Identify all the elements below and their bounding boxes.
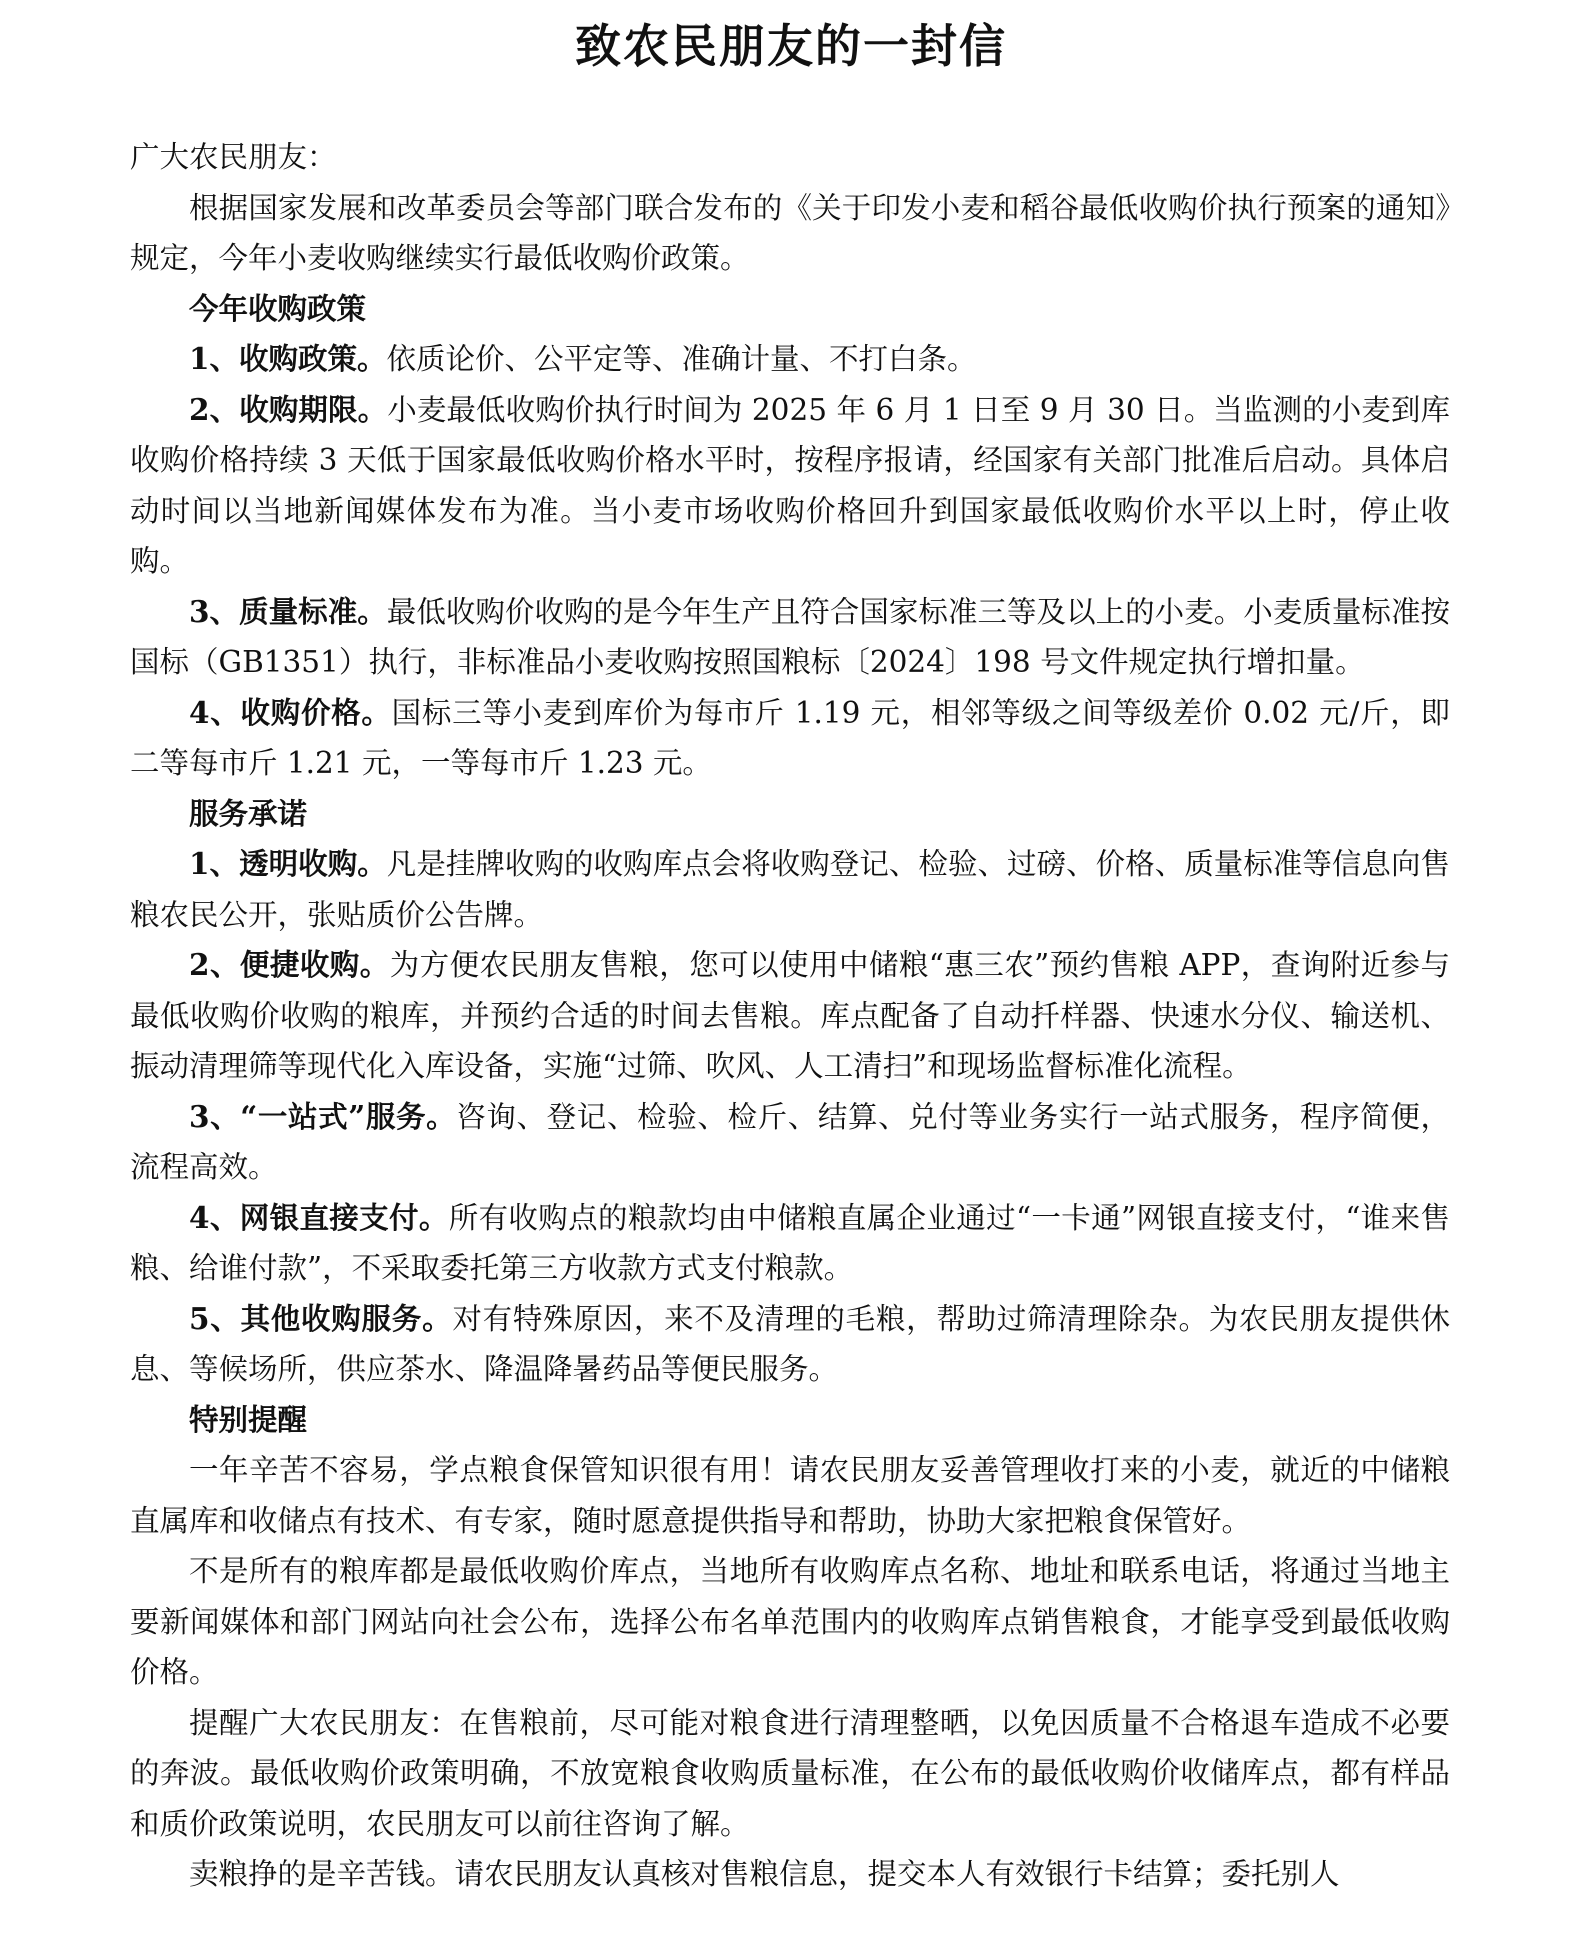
- policy-item-text: 依质论价、公平定等、准确计量、不打白条。: [386, 342, 977, 376]
- reminder-paragraph: 提醒广大农民朋友：在售粮前，尽可能对粮食进行清理整晒，以免因质量不合格退车造成不必要的奔波。最低收购价政策明确，不放宽粮食收购质量标准，在公布的最低收购价收储库点，都有样品和质价政策说明，农民朋友可以前往咨询了解。: [130, 1705, 1450, 1841]
- service-item: [130, 1294, 1450, 1395]
- service-item: [130, 1092, 1450, 1193]
- service-item-lead: 3、“一站式”服务。: [189, 1098, 457, 1134]
- policy-item: [130, 334, 1450, 385]
- policy-item-text: 小麦最低收购价执行时间为 2025 年 6 月 1 日至 9 月 30 日。当监测的小麦到库收购价格持续 3 天低于国家最低收购价格水平时，按程序报请，经国家有关部门批准后启动。具体启动时间以当地新闻媒体发布为准。当小麦市场收购价格回升到国家最低收购价水平以上时，停止收购。: [130, 392, 1450, 578]
- reminder-paragraph: 一年辛苦不容易，学点粮食保管知识很有用！请农民朋友妥善管理收打来的小麦，就近的中储粮直属库和收储点有技术、有专家，随时愿意提供指导和帮助，协助大家把粮食保管好。: [130, 1453, 1450, 1538]
- service-item-lead: 2、便捷收购。: [189, 947, 390, 982]
- service-item: [130, 1193, 1450, 1294]
- intro-paragraph: 根据国家发展和改革委员会等部门联合发布的《关于印发小麦和稻谷最低收购价执行预案的通知》规定，今年小麦收购继续实行最低收购价政策。: [130, 190, 1450, 275]
- policy-item-text: 最低收购价收购的是今年生产且符合国家标准三等及以上的小麦。小麦质量标准按国标（GB1351）执行，非标准品小麦收购按照国粮标〔2024〕198 号文件规定执行增扣量。: [130, 594, 1450, 679]
- policy-item-text: 国标三等小麦到库价为每市斤 1.19 元，相邻等级之间等级差价 0.02 元/斤，即二等每市斤 1.21 元，一等每市斤 1.23 元。: [130, 695, 1450, 780]
- salutation: 广大农民朋友：: [130, 140, 337, 174]
- service-item-text: 为方便农民朋友售粮，您可以使用中储粮“惠三农”预约售粮 APP，查询附近参与最低收购价收购的粮库，并预约合适的时间去售粮。库点配备了自动扦样器、快速水分仪、输送机、振动清理筛等现代化入库设备，实施“过筛、吹风、人工清扫”和现场监督标准化流程。: [130, 948, 1450, 1083]
- document-title: 致农民朋友的一封信: [575, 19, 1007, 73]
- policy-item-lead: 4、收购价格。: [189, 694, 392, 730]
- service-item: [130, 839, 1450, 940]
- policy-heading: 今年收购政策: [189, 291, 367, 326]
- policy-item: [130, 688, 1450, 789]
- policy-item: [130, 385, 1450, 587]
- letter-body: [130, 132, 1450, 1900]
- reminder-heading: 特别提醒: [189, 1402, 308, 1437]
- reminder-paragraph: 不是所有的粮库都是最低收购价库点，当地所有收购库点名称、地址和联系电话，将通过当地主要新闻媒体和部门网站向社会公布，选择公布名单范围内的收购库点销售粮食，才能享受到最低收购价格。: [130, 1554, 1450, 1689]
- service-item-lead: 1、透明收购。: [189, 846, 387, 881]
- service-item-text: 所有收购点的粮款均由中储粮直属企业通过“一卡通”网银直接支付，“谁来售粮、给谁付款”，不采取委托第三方收款方式支付粮款。: [130, 1200, 1450, 1285]
- policy-item: [130, 587, 1450, 688]
- service-item-lead: 5、其他收购服务。: [189, 1300, 453, 1336]
- service-item-lead: 4、网银直接支付。: [189, 1199, 449, 1235]
- policy-item-lead: 1、收购政策。: [189, 341, 387, 376]
- service-heading: 服务承诺: [189, 796, 308, 831]
- reminder-paragraph: 卖粮挣的是辛苦钱。请农民朋友认真核对售粮信息，提交本人有效银行卡结算；委托别人: [189, 1857, 1340, 1891]
- service-item-text: 凡是挂牌收购的收购库点会将收购登记、检验、过磅、价格、质量标准等信息向售粮农民公开，张贴质价公告牌。: [130, 847, 1450, 932]
- service-item-text: 对有特殊原因，来不及清理的毛粮，帮助过筛清理除杂。为农民朋友提供休息、等候场所，供应茶水、降温降暑药品等便民服务。: [130, 1301, 1450, 1386]
- service-item: [130, 940, 1450, 1092]
- policy-item-lead: 2、收购期限。: [189, 391, 388, 427]
- policy-item-lead: 3、质量标准。: [189, 593, 387, 629]
- service-item-text: 咨询、登记、检验、检斤、结算、兑付等业务实行一站式服务，程序简便，流程高效。: [130, 1099, 1450, 1184]
